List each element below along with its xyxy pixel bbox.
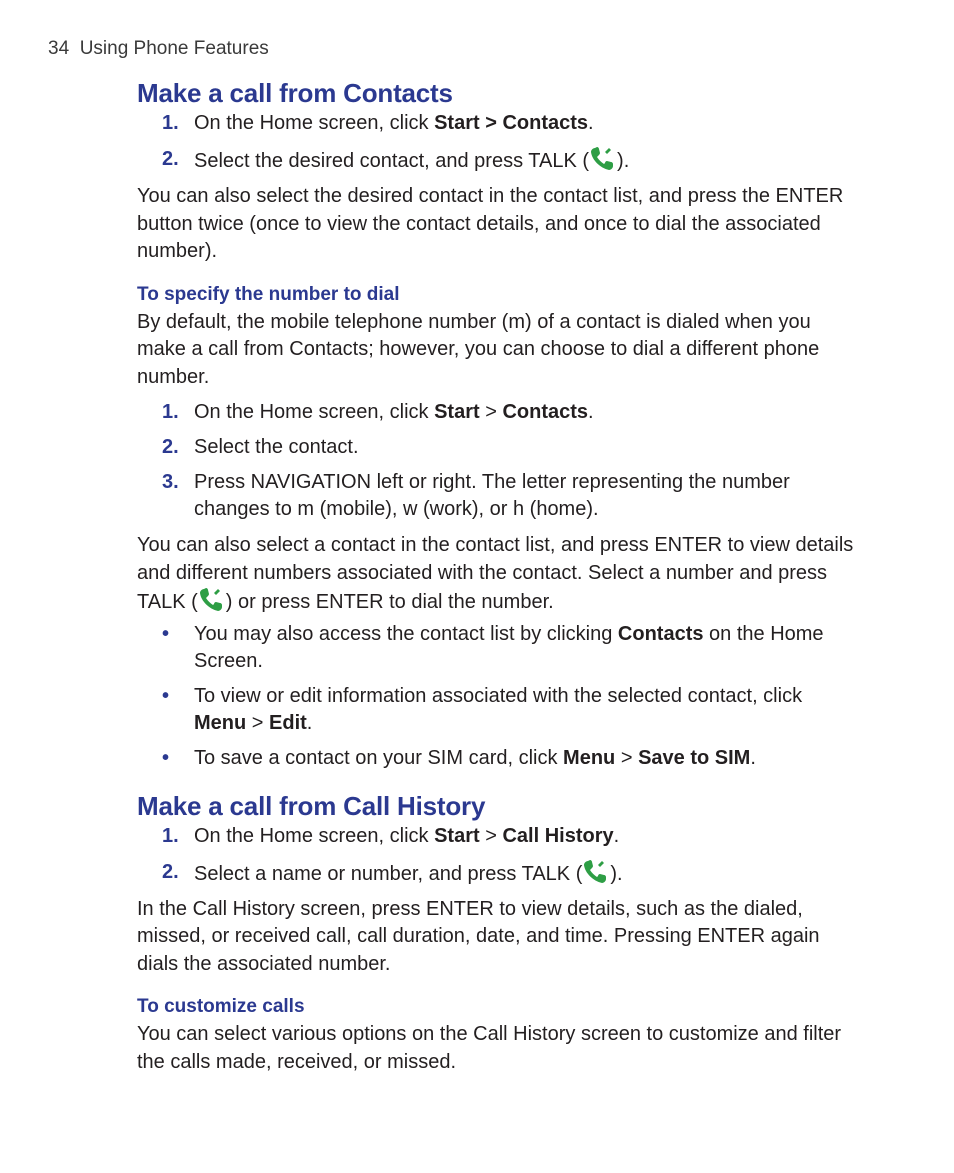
bullet-dot: •	[162, 746, 170, 769]
bullet-item	[137, 621, 857, 675]
step-item	[137, 434, 857, 461]
bullet-bold: Save to SIM	[638, 746, 751, 769]
paragraph-text: You can also select a contact in the contact list, and press ENTER to view details and different numbers associated with the contact. Select a number and press TALK (	[137, 534, 854, 613]
step-text: On the Home screen, click	[194, 824, 435, 847]
bullet-text: on the Home Screen.	[194, 622, 824, 672]
contacts-paragraph: You can also select the desired contact in the contact list, and press the ENTER button twice (once to view the contact details, and once to dial the associated number).	[137, 185, 844, 262]
step-item	[137, 469, 857, 523]
step-number: 3.	[162, 471, 179, 493]
step-number: 2.	[162, 860, 179, 883]
bullet-text: You may also access the contact list by clicking	[194, 622, 618, 645]
step-bold: Start	[434, 824, 480, 847]
step-number: 1.	[162, 401, 179, 423]
contacts-steps	[137, 110, 857, 175]
step-text: Select a name or number, and press TALK (	[194, 862, 583, 885]
step-text: ).	[617, 150, 630, 172]
step-item	[137, 110, 857, 137]
step-item	[137, 823, 857, 850]
step-number: 2.	[162, 148, 179, 170]
step-text: Press NAVIGATION left or right. The letter representing the number changes to m (mobile), w (work), or h (home).	[194, 471, 790, 520]
step-text: On the Home screen, click	[194, 112, 435, 134]
step-number: 1.	[162, 824, 179, 847]
page-content	[137, 78, 857, 1076]
step-text: .	[613, 824, 620, 847]
step-text: .	[588, 401, 594, 423]
step-text: >	[479, 824, 503, 847]
subheading-number-to-dial: To specify the number to dial	[137, 283, 400, 305]
bullet-dot: •	[162, 684, 170, 707]
phone-talk-icon	[198, 587, 226, 613]
bullet-text: >	[615, 746, 639, 769]
step-bold: Start	[434, 401, 480, 423]
bullet-item	[137, 683, 857, 737]
step-item	[137, 399, 857, 426]
bullet-bold: Menu	[563, 746, 616, 769]
page-header	[48, 38, 269, 60]
contacts-bullets	[137, 621, 857, 772]
step-text: On the Home screen, click	[194, 401, 435, 423]
bullet-dot: •	[162, 622, 170, 645]
contacts-paragraph-2	[137, 532, 857, 617]
step-text: >	[479, 401, 503, 423]
step-bold: Start > Contacts	[434, 112, 589, 134]
step-text: .	[588, 112, 594, 134]
bullet-text: .	[306, 711, 313, 734]
header-section: Using Phone Features	[79, 38, 269, 59]
paragraph-text: ) or press ENTER to dial the number.	[225, 591, 554, 613]
bullet-bold: Edit	[269, 711, 307, 734]
history-paragraph: In the Call History screen, press ENTER to view details, such as the dialed, missed, or received call, call duration, date, and time. Pressing ENTER again dials the associated number.	[137, 897, 820, 975]
step-item	[137, 859, 857, 888]
step-text: Select the desired contact, and press TALK (	[194, 150, 590, 172]
step-number: 1.	[162, 112, 179, 134]
history-steps	[137, 823, 857, 888]
page-number: 34	[48, 38, 70, 59]
bullet-text: >	[246, 711, 270, 734]
phone-talk-icon	[582, 859, 610, 885]
bullet-bold: Contacts	[617, 622, 704, 645]
bullet-text: .	[750, 746, 756, 769]
step-number: 2.	[162, 436, 179, 458]
bullet-item	[137, 745, 857, 772]
step-text: ).	[610, 862, 623, 885]
step-text: Select the contact.	[194, 436, 359, 458]
heading-contacts: Make a call from Contacts	[137, 78, 453, 108]
bullet-text: To view or edit information associated with the selected contact, click	[194, 684, 803, 707]
step-bold: Contacts	[502, 401, 589, 423]
number-steps	[137, 399, 857, 523]
bullet-text: To save a contact on your SIM card, click	[194, 746, 564, 769]
step-item	[137, 146, 857, 175]
step-bold: Call History	[502, 824, 614, 847]
bullet-bold: Menu	[194, 711, 247, 734]
subheading-customize-calls: To customize calls	[137, 996, 305, 1017]
customize-calls-paragraph: You can select various options on the Call History screen to customize and filter the calls made, received, or missed.	[137, 1023, 842, 1073]
number-to-dial-paragraph: By default, the mobile telephone number (m) of a contact is dialed when you make a call from Contacts; however, you can choose to dial a different phone number.	[137, 310, 820, 388]
phone-talk-icon	[589, 146, 617, 172]
heading-call-history: Make a call from Call History	[137, 790, 486, 821]
